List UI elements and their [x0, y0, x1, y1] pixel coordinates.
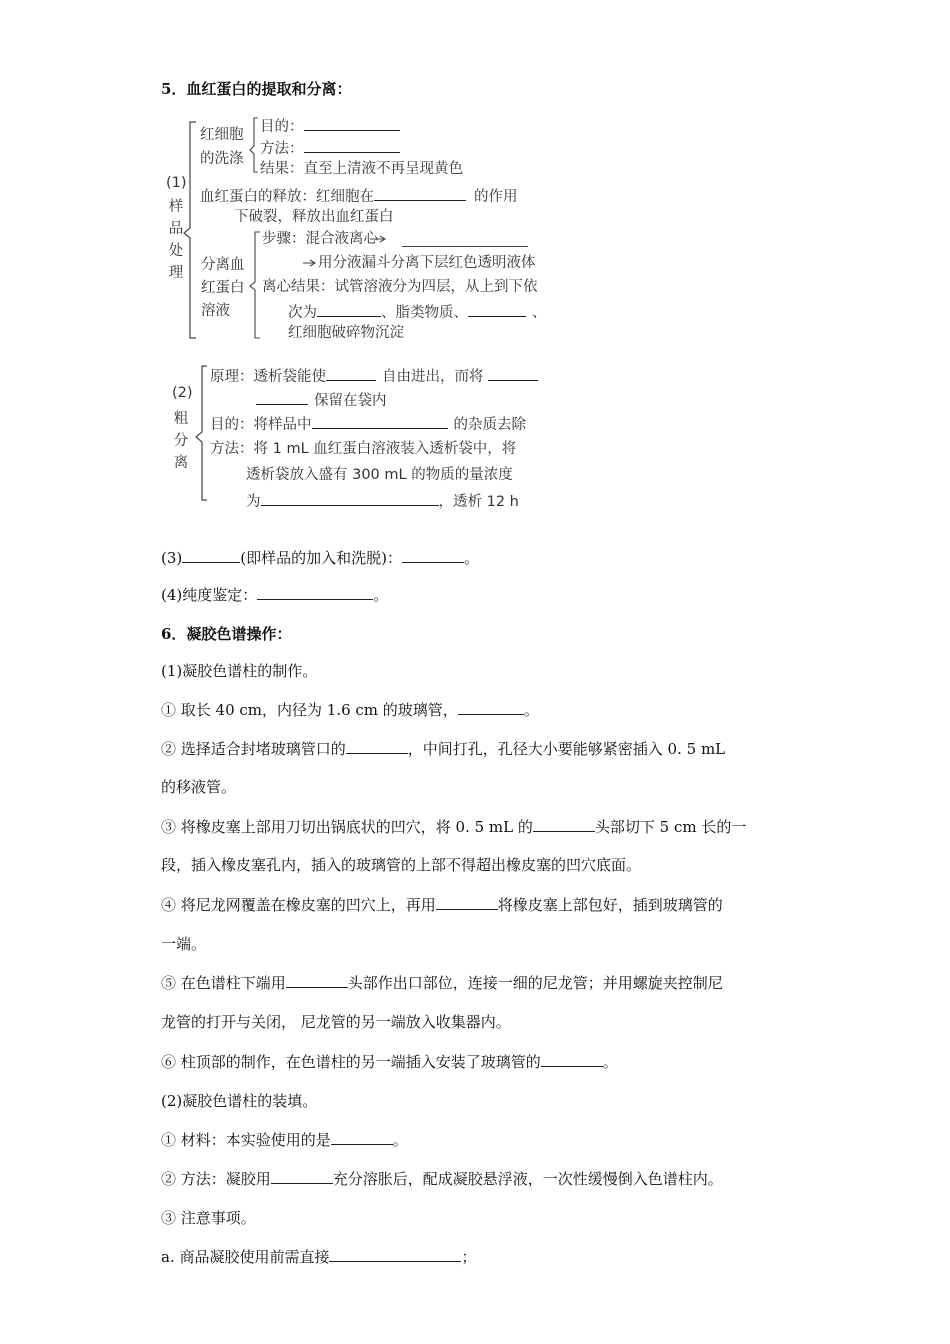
i2-a: ② 选择适合封堵玻璃管口的: [161, 740, 346, 758]
q6-material: [161, 1130, 408, 1150]
principle-b: 自由进出，而将: [382, 369, 484, 385]
q6-title: 6．凝胶色谱操作：: [161, 625, 292, 643]
blank-ma: [329, 1247, 461, 1262]
blank-i2: [346, 739, 408, 754]
blank-layer-1: [317, 302, 381, 317]
i6-b: 。: [602, 1053, 618, 1071]
separate-result-1: 离心结果：试管溶液分为四层，从上到下依: [262, 279, 538, 295]
q5-line-4: [161, 585, 388, 605]
i5-b: 头部作出口部位，连接一细的尼龙管；并用螺旋夹控制尼: [347, 974, 723, 992]
result-2-a: 次为: [288, 305, 317, 321]
principle-line-1: [210, 366, 538, 386]
q6-item-4-cont: 一端。: [161, 935, 207, 953]
q6-note-a: [161, 1247, 477, 1267]
blank-i6: [541, 1052, 603, 1067]
ma-b: ；: [461, 1248, 477, 1266]
blank-layer-3: [468, 302, 526, 317]
principle-c: 保留在袋内: [314, 393, 387, 409]
diagram-sample-processing: [0, 0, 950, 560]
blank-i3: [533, 817, 595, 832]
i1-b: 。: [523, 701, 539, 719]
m2-b: 充分溶胀后，配成凝胶悬浮液，一次性缓慢倒入色谱柱内。: [332, 1170, 723, 1188]
release-text-a: 血红蛋白的释放：红细胞在: [200, 189, 374, 205]
separate-result-3: 红细胞破碎物沉淀: [288, 325, 404, 341]
separate-result-2: [288, 302, 547, 322]
blank-line4: [257, 585, 373, 600]
blank-principle-1: [326, 366, 376, 381]
q6-notes: ③ 注意事项。: [161, 1209, 256, 1227]
wash-purpose: [260, 116, 400, 136]
wash-label-2: 的洗涤: [200, 151, 244, 167]
i6-a: ⑥ 柱顶部的制作，在色谱柱的另一端插入安装了玻璃管的: [161, 1053, 541, 1071]
i4-b: 将橡皮塞上部包好，插到玻璃管的: [497, 896, 723, 914]
result-2-c: 、: [532, 305, 547, 321]
blank-line3-2: [402, 548, 464, 563]
wash-method-label: 方法：: [260, 141, 304, 157]
separate-label-3: 溶液: [201, 303, 230, 319]
method-line-1: 方法：将 1 mL 血红蛋白溶液装入透析袋中，将: [210, 441, 517, 457]
separate-label-2: 红蛋白: [201, 280, 245, 296]
line3-b: (即样品的加入和洗脱)：: [240, 549, 402, 567]
method-line-2: 透析袋放入盛有 300 mL 的物质的量浓度: [246, 467, 513, 483]
q5-line-3: [161, 548, 479, 568]
blank-m2: [271, 1169, 333, 1184]
blank-wash-method: [304, 138, 400, 153]
wash-result: 结果：直至上清液不再呈现黄色: [260, 161, 463, 177]
q6-sub-2: (2)凝胶色谱柱的装填。: [161, 1092, 318, 1110]
q6-item-1: [161, 700, 539, 720]
blank-step: [402, 246, 528, 247]
q6-item-3: [161, 817, 746, 837]
line3-c: 。: [463, 549, 479, 567]
m1-b: 。: [392, 1131, 408, 1149]
part2-number: (2): [172, 385, 193, 401]
q6-item-4: [161, 895, 723, 915]
blank-purpose: [312, 414, 448, 429]
i3-a: ③ 将橡皮塞上部用刀切出锅底状的凹穴，将 0. 5 mL 的: [161, 818, 533, 836]
ma-a: a. 商品凝胶使用前需直接: [161, 1248, 330, 1266]
release-line-1: [200, 186, 518, 206]
blank-line3-1: [182, 548, 240, 563]
purpose-a: 目的：将样品中: [210, 417, 312, 433]
line4-b: 。: [373, 586, 389, 604]
blank-wash-purpose: [304, 116, 400, 131]
q6-item-2: [161, 739, 725, 759]
part1-label: 样品处理: [168, 199, 184, 281]
blank-principle-2: [488, 366, 538, 381]
m1-a: ① 材料：本实验使用的是: [161, 1131, 331, 1149]
purpose-b: 的杂质去除: [453, 417, 526, 433]
q5-title: 5．血红蛋白的提取和分离：: [161, 80, 352, 98]
q6-item-6: [161, 1052, 618, 1072]
q6-item-5-cont: 龙管的打开与关闭， 尼龙管的另一端放入收集器内。: [161, 1013, 511, 1031]
method-line-3: [246, 491, 519, 511]
release-line-2: 下破裂，释放出血红蛋白: [234, 209, 394, 225]
separate-step-b: 用分液漏斗分离下层红色透明液体: [318, 255, 536, 271]
q6-item-3-cont: 段，插入橡皮塞孔内，插入的玻璃管的上部不得超出橡皮塞的凹穴底面。: [161, 856, 642, 874]
blank-buffer: [261, 491, 439, 506]
method-3-b: ，透析 12 h: [438, 494, 519, 510]
separate-label-1: 分离血: [201, 257, 245, 273]
part2-label: 粗分离: [173, 411, 189, 471]
result-2-b: 、脂类物质、: [381, 305, 468, 321]
q6-item-2-cont: 的移液管。: [161, 778, 237, 796]
i2-b: ，中间打孔，孔径大小要能够紧密插入 0. 5 mL: [407, 740, 726, 758]
blank-i5: [286, 973, 348, 988]
blank-i4: [436, 895, 498, 910]
i3-b: 头部切下 5 cm 长的一: [594, 818, 747, 836]
i1-a: ① 取长 40 cm，内径为 1.6 cm 的玻璃管，: [161, 701, 458, 719]
release-text-b: 的作用: [474, 189, 518, 205]
i5-a: ⑤ 在色谱柱下端用: [161, 974, 286, 992]
blank-m1: [331, 1130, 393, 1145]
blank-i1: [458, 700, 524, 715]
blank-release: [374, 186, 466, 201]
principle-line-2: [256, 390, 387, 410]
method-3-a: 为: [246, 494, 261, 510]
wash-label-1: 红细胞: [200, 127, 244, 143]
q6-method: [161, 1169, 723, 1189]
principle-a: 原理：透析袋能使: [210, 369, 326, 385]
blank-principle-3: [256, 390, 308, 405]
separate-step: 步骤：混合液离心: [262, 231, 378, 247]
m2-a: ② 方法：凝胶用: [161, 1170, 271, 1188]
line3-a: (3): [161, 549, 183, 567]
wash-method: [260, 138, 400, 158]
q6-sub-1: (1)凝胶色谱柱的制作。: [161, 662, 318, 680]
q6-item-5: [161, 973, 723, 993]
i4-a: ④ 将尼龙网覆盖在橡皮塞的凹穴上，再用: [161, 896, 436, 914]
part1-number: (1): [166, 175, 187, 191]
purpose-line: [210, 414, 526, 434]
line4-a: (4)纯度鉴定：: [161, 586, 258, 604]
wash-purpose-label: 目的：: [260, 119, 304, 135]
